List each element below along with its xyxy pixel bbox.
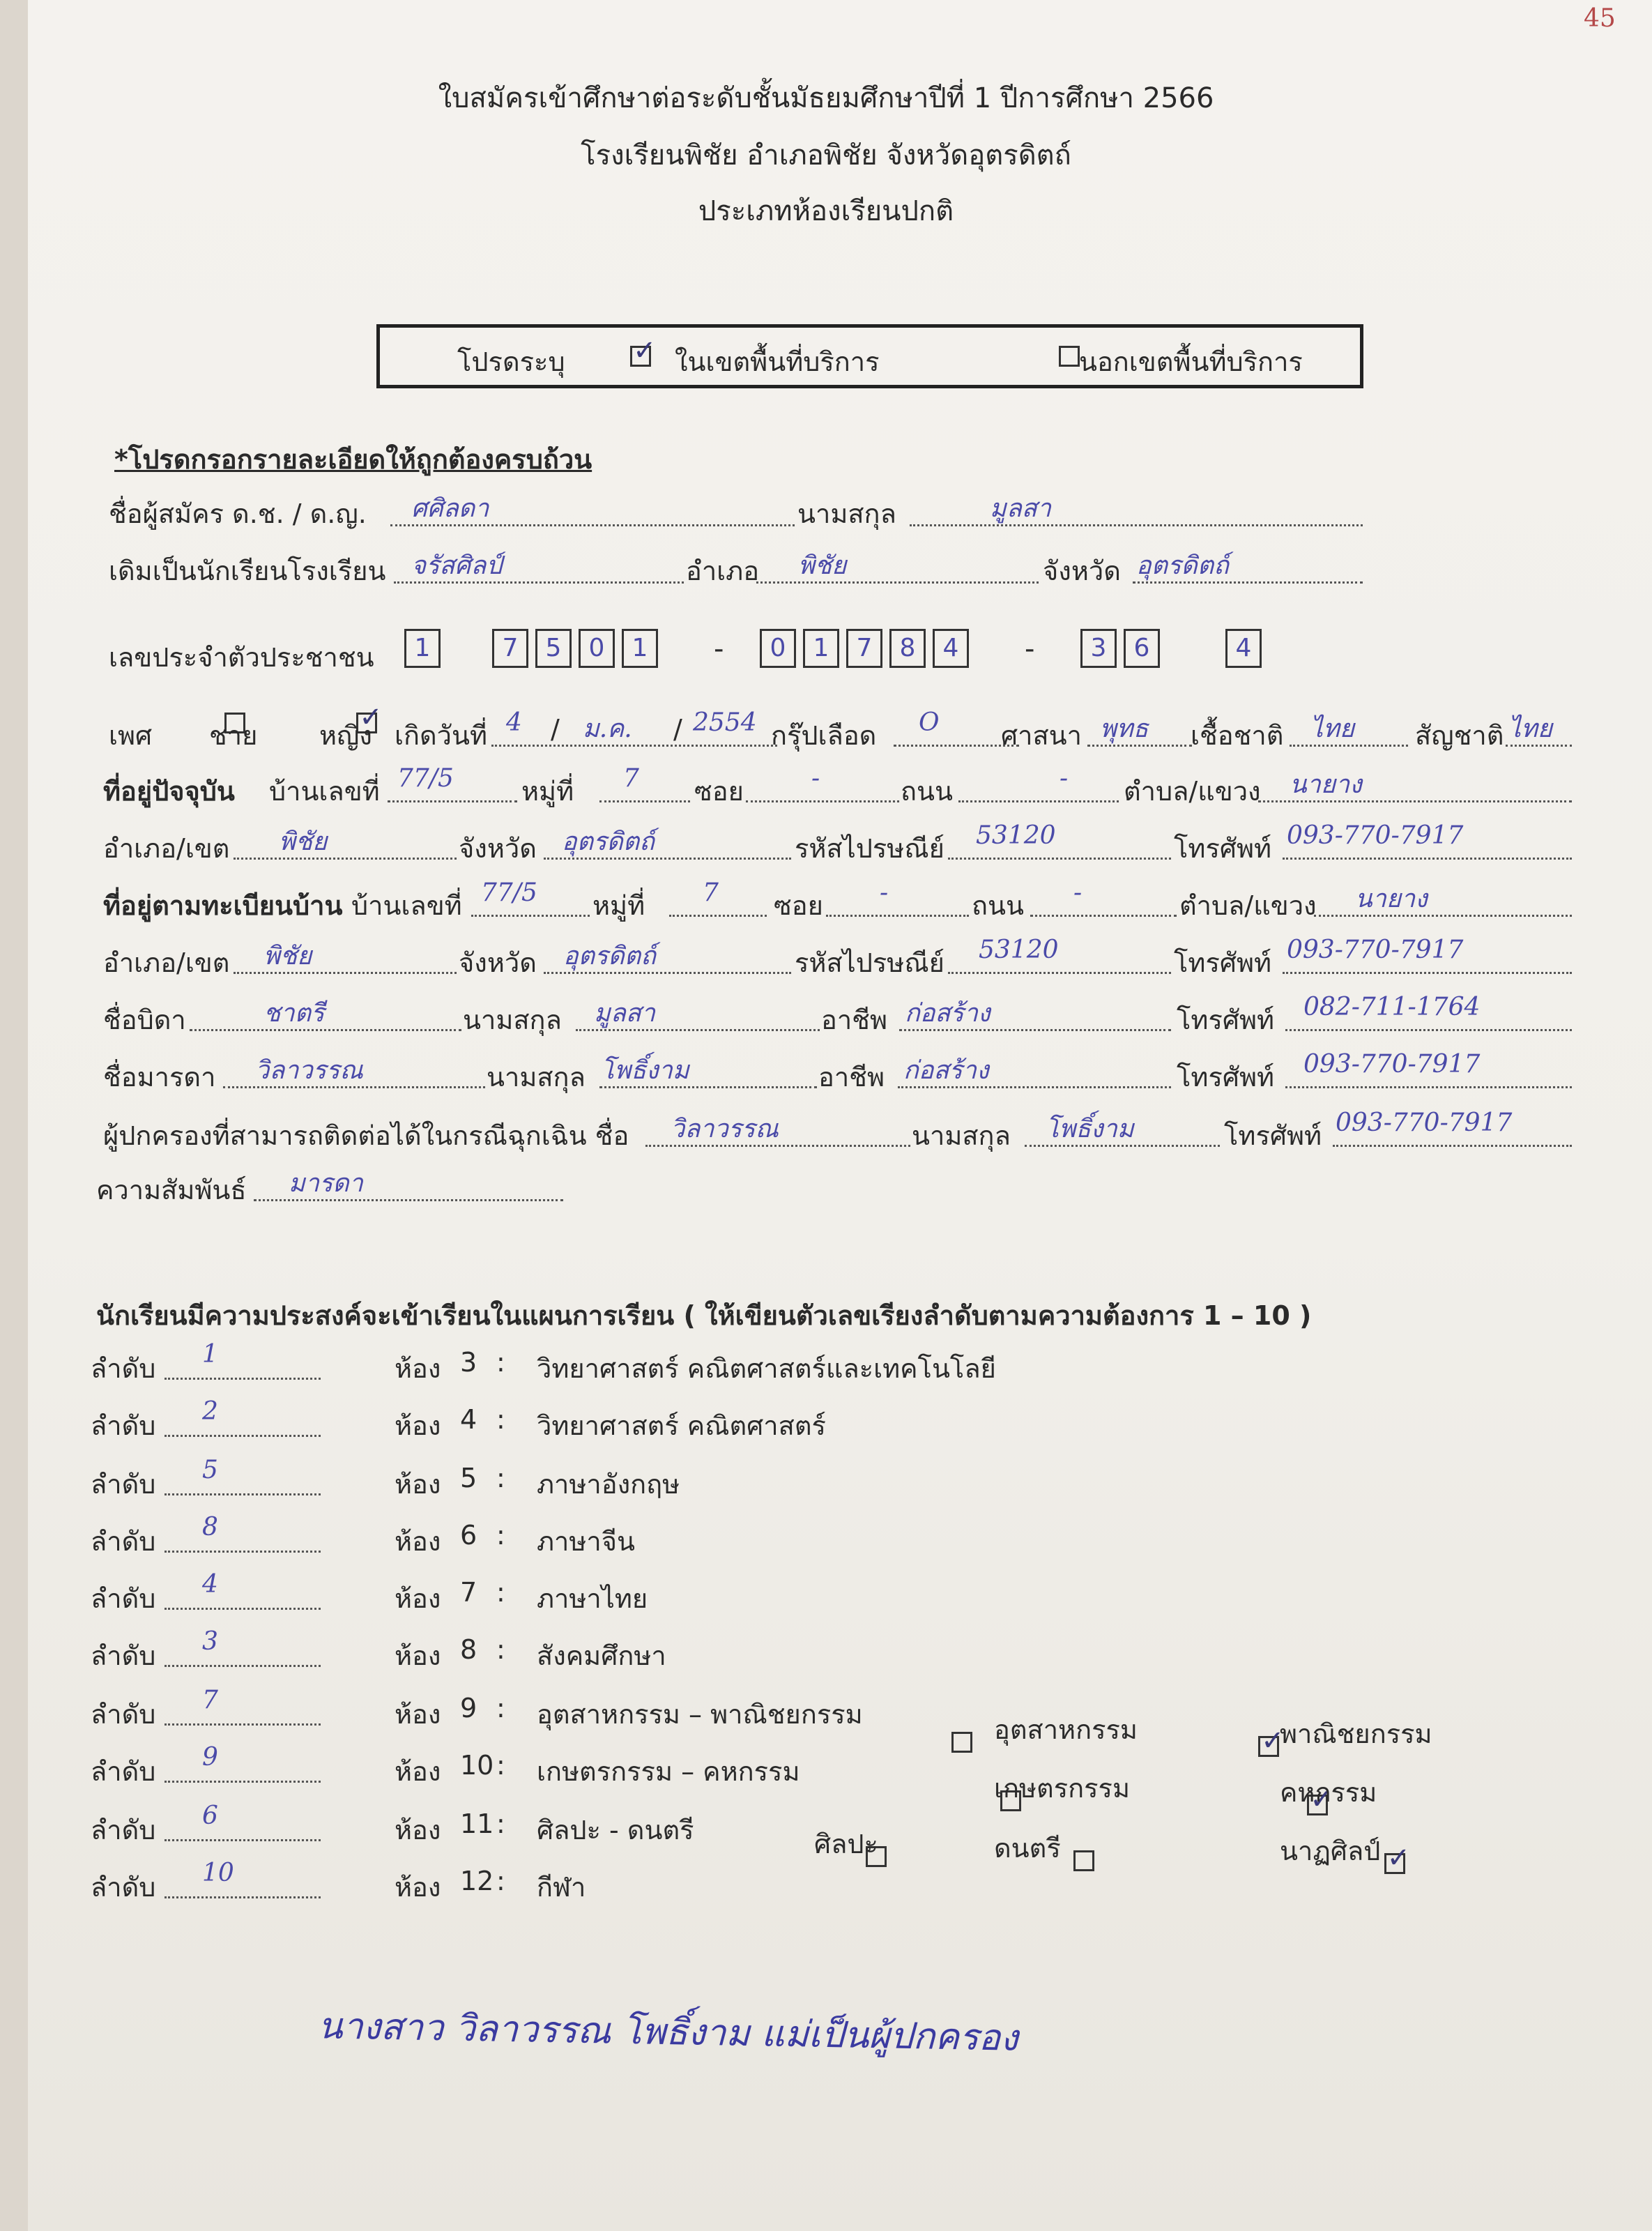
blood-group[interactable]: O [919, 708, 940, 737]
instruction-text: *โปรดกรอกรายละเอียดให้ถูกต้องครบถ้วน [114, 444, 592, 475]
industry-label: อุตสาหกรรม [994, 1714, 1138, 1745]
id-digit-9[interactable]: 8 [889, 629, 926, 668]
rank-value[interactable]: 10 [202, 1859, 234, 1887]
father-job[interactable]: ก่อสร้าง [905, 999, 991, 1028]
rank-value[interactable]: 4 [202, 1570, 218, 1599]
room-number: 5 [460, 1463, 477, 1493]
current-postcode-label: รหัสไปรษณีย์ [795, 833, 944, 864]
room-number: 8 [460, 1634, 477, 1665]
registered-province-label: จังหวัด [459, 947, 537, 978]
music-checkbox[interactable] [1073, 1850, 1094, 1871]
room-number: 6 [460, 1520, 477, 1551]
guardian-name[interactable]: วิลาวรรณ [671, 1115, 779, 1143]
in-area-checkbox[interactable] [630, 346, 651, 367]
registered-phone[interactable]: 093-770-7917 [1287, 936, 1464, 964]
nationality[interactable]: ไทย [1508, 715, 1552, 743]
father-surname[interactable]: มูลสา [594, 999, 655, 1028]
music-label: ดนตรี [994, 1833, 1061, 1864]
father-name[interactable]: ชาตรี [263, 999, 325, 1028]
school-district[interactable]: พิชัย [798, 551, 847, 580]
birth-month[interactable]: ม.ค. [583, 715, 632, 743]
plan-name: กีฬา [537, 1872, 586, 1903]
mother-surname[interactable]: โพธิ์งาม [601, 1056, 689, 1085]
father-phone[interactable]: 082-711-1764 [1303, 993, 1481, 1021]
male-label: ชาย [209, 720, 258, 751]
birth-slash-1: / [551, 714, 560, 745]
current-road[interactable]: - [1060, 764, 1069, 793]
room-colon: : [496, 1463, 505, 1493]
commerce-label: พาณิชยกรรม [1280, 1719, 1432, 1749]
id-digit-12[interactable]: 6 [1124, 629, 1160, 668]
room-label: ห้อง [395, 1872, 441, 1903]
mother-phone[interactable]: 093-770-7917 [1303, 1050, 1481, 1079]
id-digit-2[interactable]: 7 [492, 629, 528, 668]
guardian-surname-label: นามสกุล [912, 1120, 1011, 1151]
father-surname-label: นามสกุล [463, 1005, 562, 1035]
id-digit-3[interactable]: 5 [535, 629, 572, 668]
room-label: ห้อง [395, 1583, 441, 1614]
form-title: ใบสมัครเข้าศึกษาต่อระดับชั้นมัธยมศึกษาปีที่ 1 ปีการศึกษา 2566 [438, 82, 1214, 114]
room-number: 4 [460, 1404, 477, 1435]
rank-value[interactable]: 3 [202, 1627, 218, 1656]
rank-label: ลำดับ [91, 1469, 156, 1500]
room-colon: : [496, 1866, 505, 1896]
rank-value[interactable]: 6 [202, 1802, 218, 1830]
registered-district-label: อำเภอ/เขต [103, 947, 230, 978]
classroom-type: ประเภทห้องเรียนปกติ [698, 195, 954, 227]
birth-day[interactable]: 4 [506, 708, 522, 737]
id-digit-11[interactable]: 3 [1080, 629, 1117, 668]
registered-soi-label: ซอย [774, 890, 823, 921]
room-number: 7 [460, 1577, 477, 1608]
room-number: 10 [460, 1750, 494, 1781]
rank-value[interactable]: 7 [202, 1686, 218, 1714]
guardian-phone[interactable]: 093-770-7917 [1336, 1109, 1513, 1137]
current-soi[interactable]: - [811, 764, 820, 793]
registered-subdistrict[interactable]: นายาง [1355, 885, 1428, 913]
plan-name: ภาษาอังกฤษ [537, 1469, 680, 1500]
corner-page-mark: 45 [1584, 4, 1616, 33]
id-digit-1[interactable]: 1 [404, 629, 441, 668]
female-label: หญิง [319, 720, 372, 751]
id-dash-1: - [714, 633, 724, 665]
mother-phone-label: โทรศัพท์ [1177, 1062, 1275, 1092]
birth-year[interactable]: 2554 [693, 708, 757, 737]
mother-name[interactable]: วิลาวรรณ [255, 1056, 363, 1085]
id-digit-4[interactable]: 0 [579, 629, 615, 668]
mother-name-label: ชื่อมารดา [103, 1062, 216, 1092]
plan-name: วิทยาศาสตร์ คณิตศาสตร์ [537, 1410, 826, 1441]
room-label: ห้อง [395, 1410, 441, 1441]
out-area-checkbox[interactable] [1059, 346, 1080, 367]
plan-name: สังคมศึกษา [537, 1640, 666, 1671]
school-province[interactable]: อุตรดิตถ์ [1136, 551, 1229, 580]
guardian-label: ผู้ปกครองที่สามารถติดต่อได้ในกรณีฉุกเฉิน ชื่อ [103, 1120, 629, 1151]
applicant-name-label: ชื่อผู้สมัคร ด.ช. / ด.ญ. [109, 498, 367, 529]
rank-label: ลำดับ [91, 1640, 156, 1671]
id-digit-6[interactable]: 0 [760, 629, 796, 668]
sex-label: เพศ [109, 720, 153, 751]
room-label: ห้อง [395, 1815, 441, 1845]
room-label: ห้อง [395, 1526, 441, 1557]
guardian-phone-label: โทรศัพท์ [1224, 1120, 1322, 1151]
room-colon: : [496, 1634, 505, 1665]
id-digit-7[interactable]: 1 [803, 629, 839, 668]
school-name: โรงเรียนพิชัย อำเภอพิชัย จังหวัดอุตรดิตถ์ [581, 139, 1071, 172]
industry-checkbox[interactable] [951, 1732, 972, 1753]
room-label: ห้อง [395, 1640, 441, 1671]
rank-value[interactable]: 8 [202, 1513, 218, 1541]
current-road-label: ถนน [901, 776, 953, 807]
current-district[interactable]: พิชัย [279, 828, 328, 856]
mother-surname-label: นามสกุล [487, 1062, 586, 1092]
dance-checkbox[interactable] [1384, 1853, 1405, 1874]
registered-district[interactable]: พิชัย [263, 942, 312, 970]
registered-house-label: บ้านเลขที่ [351, 890, 462, 921]
current-district-label: อำเภอ/เขต [103, 833, 230, 864]
room-colon: : [496, 1347, 505, 1378]
id-digit-5[interactable]: 1 [622, 629, 658, 668]
rank-label: ลำดับ [91, 1756, 156, 1787]
father-name-label: ชื่อบิดา [103, 1005, 186, 1035]
rank-value[interactable]: 5 [202, 1456, 218, 1484]
guardian-surname[interactable]: โพธิ์งาม [1046, 1115, 1134, 1143]
applicant-surname-label: นามสกุล [797, 498, 896, 529]
registered-province[interactable]: อุตรดิตถ์ [563, 942, 656, 970]
current-house-label: บ้านเลขที่ [269, 776, 380, 807]
room-colon: : [496, 1809, 505, 1839]
room-colon: : [496, 1693, 505, 1723]
room-label: ห้อง [395, 1756, 441, 1787]
id-digit-8[interactable]: 7 [846, 629, 882, 668]
registered-postcode-label: รหัสไปรษณีย์ [795, 947, 944, 978]
room-label: ห้อง [395, 1699, 441, 1730]
registered-subdistrict-label: ตำบล/แขวง [1179, 890, 1317, 921]
father-job-label: อาชีพ [821, 1005, 887, 1035]
blood-label: กรุ๊ปเลือด [771, 720, 877, 751]
mother-job[interactable]: ก่อสร้าง [903, 1056, 989, 1085]
plan-name: ภาษาจีน [537, 1526, 636, 1557]
room-label: ห้อง [395, 1469, 441, 1500]
room-number: 9 [460, 1693, 477, 1723]
plan-name: วิทยาศาสตร์ คณิตศาสตร์และเทคโนโลยี [537, 1353, 996, 1384]
rank-value[interactable]: 1 [202, 1340, 218, 1369]
applicant-first-name[interactable]: ศศิลดา [411, 494, 489, 523]
dance-label: นาฏศิลป์ [1280, 1836, 1381, 1866]
in-area-label: ในเขตพื้นที่บริการ [675, 347, 880, 377]
registered-house-no[interactable]: 77/5 [481, 878, 537, 907]
id-digit-10[interactable]: 4 [933, 629, 969, 668]
race-label: เชื้อชาติ [1191, 720, 1284, 751]
rank-label: ลำดับ [91, 1583, 156, 1614]
room-colon: : [496, 1520, 505, 1551]
rank-label: ลำดับ [91, 1353, 156, 1384]
guardian-signature: นางสาว วิลาวรรณ โพธิ์งาม แม่เป็นผู้ปกครอง [317, 2005, 1019, 2059]
current-address-heading: ที่อยู่ปัจจุบัน [103, 776, 235, 807]
religion-label: ศาสนา [1001, 720, 1082, 751]
registered-moo[interactable]: 7 [703, 878, 719, 907]
registered-road-label: ถนน [972, 890, 1024, 921]
mother-job-label: อาชีพ [818, 1062, 885, 1092]
rank-label: ลำดับ [91, 1815, 156, 1845]
former-school[interactable]: จรัสศิลป์ [411, 551, 503, 580]
rank-value[interactable]: 2 [202, 1397, 218, 1426]
guardian-relation[interactable]: มารดา [289, 1169, 363, 1198]
room-number: 3 [460, 1347, 477, 1378]
birth-slash-2: / [673, 714, 682, 745]
home-economics-label: คหกรรม [1280, 1777, 1377, 1808]
current-postcode[interactable]: 53120 [976, 821, 1056, 850]
current-house-no[interactable]: 77/5 [397, 764, 454, 793]
rank-label: ลำดับ [91, 1410, 156, 1441]
current-province-label: จังหวัด [459, 833, 537, 864]
agriculture-label: เกษตรกรรม [994, 1773, 1131, 1804]
plan-name: เกษตรกรรม – คหกรรม [537, 1756, 800, 1787]
current-subdistrict-label: ตำบล/แขวง [1124, 776, 1261, 807]
current-subdistrict[interactable]: นายาง [1290, 770, 1362, 799]
commerce-checkbox[interactable] [1258, 1736, 1279, 1757]
registered-postcode[interactable]: 53120 [979, 936, 1059, 964]
current-moo-label: หมู่ที่ [521, 776, 574, 807]
id-dash-2: - [1025, 633, 1035, 665]
current-province[interactable]: อุตรดิตถ์ [562, 828, 655, 856]
birth-label: เกิดวันที่ [395, 720, 488, 751]
school-province-label: จังหวัด [1043, 556, 1121, 586]
rank-label: ลำดับ [91, 1699, 156, 1730]
current-phone-label: โทรศัพท์ [1174, 833, 1272, 864]
plan-name: ศิลปะ - ดนตรี [537, 1815, 694, 1845]
area-prompt: โปรดระบุ [457, 347, 565, 377]
out-area-label: นอกเขตพื้นที่บริการ [1079, 347, 1303, 377]
room-label: ห้อง [395, 1353, 441, 1384]
religion[interactable]: พุทธ [1100, 715, 1149, 743]
relation-label: ความสัมพันธ์ [96, 1175, 247, 1205]
room-colon: : [496, 1577, 505, 1608]
art-label: ศิลปะ [814, 1829, 878, 1859]
registered-road[interactable]: - [1073, 878, 1083, 907]
current-moo[interactable]: 7 [623, 764, 639, 793]
rank-value[interactable]: 9 [202, 1743, 218, 1772]
id-digit-13[interactable]: 4 [1225, 629, 1262, 668]
applicant-surname[interactable]: มูลสา [990, 494, 1051, 523]
registered-moo-label: หมู่ที่ [592, 890, 645, 921]
former-school-label: เดิมเป็นนักเรียนโรงเรียน [109, 556, 386, 586]
current-phone[interactable]: 093-770-7917 [1287, 821, 1464, 850]
national-id-label: เลขประจำตัวประชาชน [109, 642, 374, 673]
registered-soi[interactable]: - [880, 878, 889, 907]
nationality-label: สัญชาติ [1415, 720, 1504, 751]
room-number: 11 [460, 1809, 494, 1839]
room-colon: : [496, 1750, 505, 1781]
rank-label: ลำดับ [91, 1526, 156, 1557]
father-phone-label: โทรศัพท์ [1177, 1005, 1275, 1035]
plan-heading: นักเรียนมีความประสงค์จะเข้าเรียนในแผนการเรียน ( ให้เขียนตัวเลขเรียงลำดับตามความต้องการ 1 – 10 ) [96, 1300, 1312, 1331]
plan-name: อุตสาหกรรม – พาณิชยกรรม [537, 1699, 863, 1730]
registered-address-heading: ที่อยู่ตามทะเบียนบ้าน [103, 890, 343, 921]
rank-label: ลำดับ [91, 1872, 156, 1903]
plan-name: ภาษาไทย [537, 1583, 648, 1614]
room-colon: : [496, 1404, 505, 1435]
registered-phone-label: โทรศัพท์ [1174, 947, 1272, 978]
race[interactable]: ไทย [1310, 715, 1354, 743]
room-number: 12 [460, 1866, 494, 1896]
school-district-label: อำเภอ [686, 556, 760, 586]
current-soi-label: ซอย [694, 776, 744, 807]
